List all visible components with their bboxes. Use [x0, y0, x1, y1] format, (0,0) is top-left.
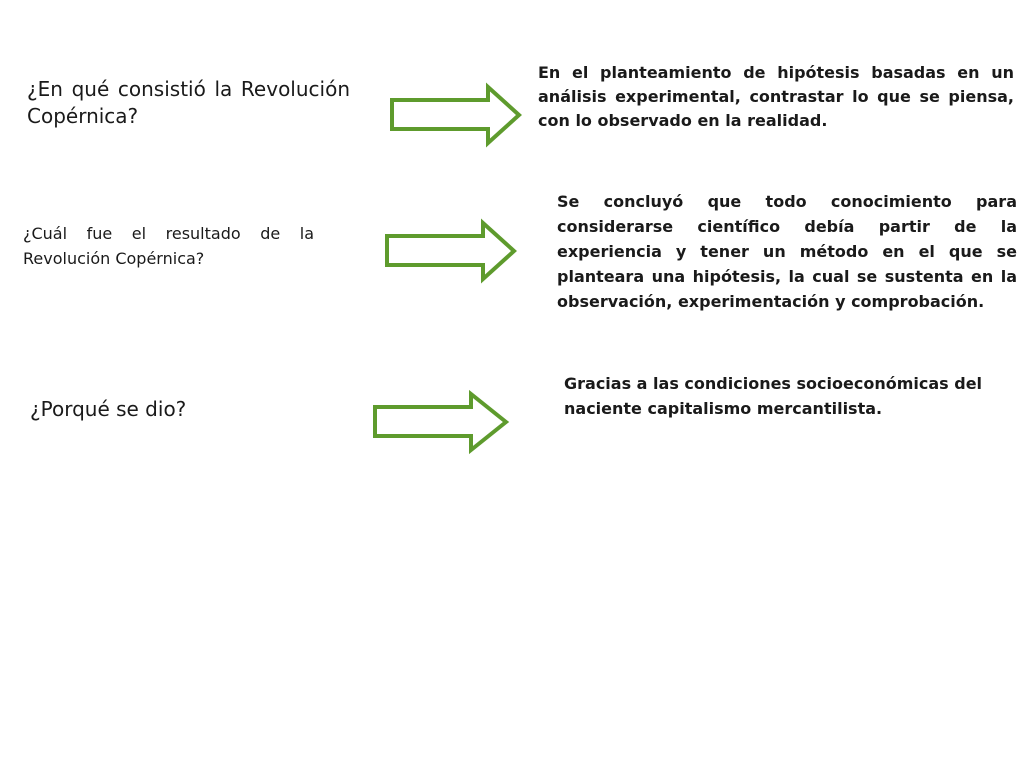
question-1: ¿En qué consistió la Revolución Copérnica?	[27, 77, 350, 128]
right-arrow-icon	[383, 220, 519, 282]
right-arrow-icon	[388, 84, 524, 146]
answer-3: Gracias a las condiciones socioeconómicas del naciente capitalismo mercantilista.	[564, 374, 983, 418]
answer-1: En el planteamiento de hipótesis basadas en un análisis experimental, contrastar lo que se piensa, con lo observado en la realidad.	[538, 63, 1014, 130]
question-3: ¿Porqué se dio?	[30, 397, 187, 421]
right-arrow-icon	[371, 391, 511, 453]
question-2: ¿Cuál fue el resultado de la Revolución Copérnica?	[23, 224, 314, 268]
answer-2: Se concluyó que todo conocimiento para considerarse científico debía partir de la experiencia y tener un método en el que se planteara una hipótesis, la cual se sustenta en la observación, experimentación y comprobación.	[557, 192, 1017, 311]
